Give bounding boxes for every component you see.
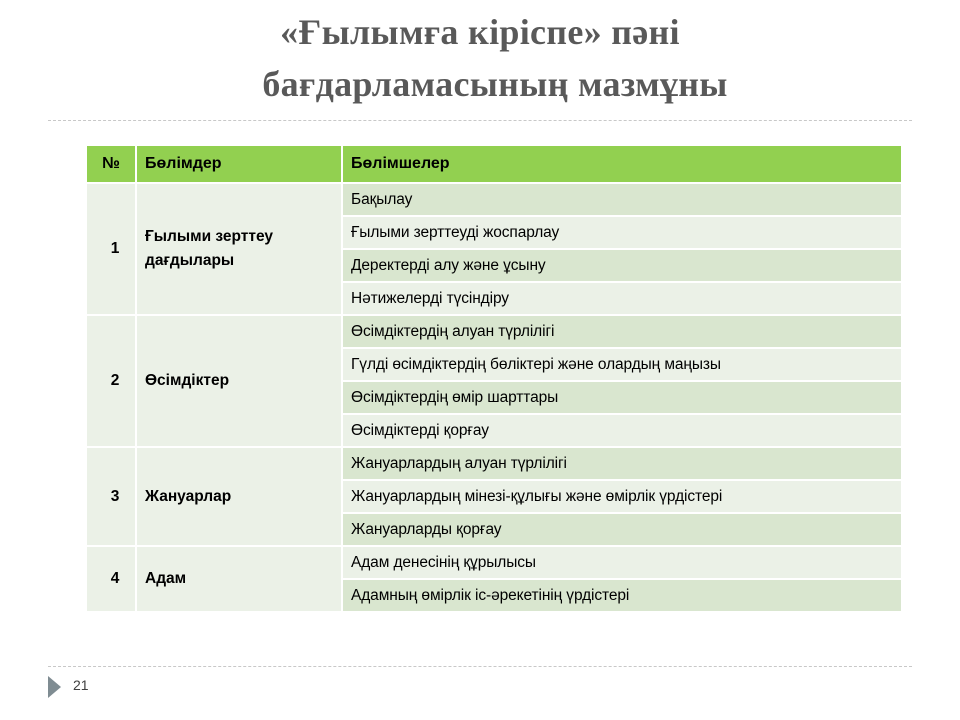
section-number: 3	[87, 448, 137, 547]
subsection-cell: Адамның өмірлік іс-әрекетінің үрдістері	[343, 580, 903, 613]
bottom-divider	[48, 666, 912, 667]
section-number: 4	[87, 547, 137, 613]
subsection-cell: Деректерді алу және ұсыну	[343, 250, 903, 283]
subsection-cell: Өсімдіктердің өмір шарттары	[343, 382, 903, 415]
section-name: Жануарлар	[137, 448, 343, 547]
table-row	[87, 184, 903, 217]
subsection-cell: Адам денесінің құрылысы	[343, 547, 903, 580]
top-divider	[48, 120, 912, 121]
slide-title	[0, 6, 960, 110]
page-number: 21	[73, 677, 89, 693]
section-number: 1	[87, 184, 137, 316]
section-name: Өсімдіктер	[137, 316, 343, 448]
subsection-cell: Жануарлардың мінезі-құлығы және өмірлік үрдістері	[343, 481, 903, 514]
header-number: №	[87, 146, 137, 184]
subsection-cell: Гүлді өсімдіктердің бөліктері және олардың маңызы	[343, 349, 903, 382]
subsection-cell: Нәтижелерді түсіндіру	[343, 283, 903, 316]
section-name: Ғылыми зерттеу дағдылары	[137, 184, 343, 316]
subsection-cell: Өсімдіктердің алуан түрлілігі	[343, 316, 903, 349]
footer-arrow-icon	[48, 676, 61, 698]
slide-title-line-1: «Ғылымға кіріспе» пәні	[280, 12, 680, 52]
table-row	[87, 547, 903, 580]
subsection-cell: Ғылыми зерттеуді жоспарлау	[343, 217, 903, 250]
subsection-cell: Жануарларды қорғау	[343, 514, 903, 547]
header-sections: Бөлімдер	[137, 146, 343, 184]
subsection-cell: Жануарлардың алуан түрлілігі	[343, 448, 903, 481]
table-header-row	[87, 146, 903, 184]
subsection-cell: Өсімдіктерді қорғау	[343, 415, 903, 448]
syllabus-table	[87, 146, 903, 613]
header-subsections: Бөлімшелер	[343, 146, 903, 184]
section-name: Адам	[137, 547, 343, 613]
section-number: 2	[87, 316, 137, 448]
table-row	[87, 448, 903, 481]
table-row	[87, 316, 903, 349]
subsection-cell: Бақылау	[343, 184, 903, 217]
slide-title-line-2: бағдарламасының мазмұны	[262, 64, 728, 104]
